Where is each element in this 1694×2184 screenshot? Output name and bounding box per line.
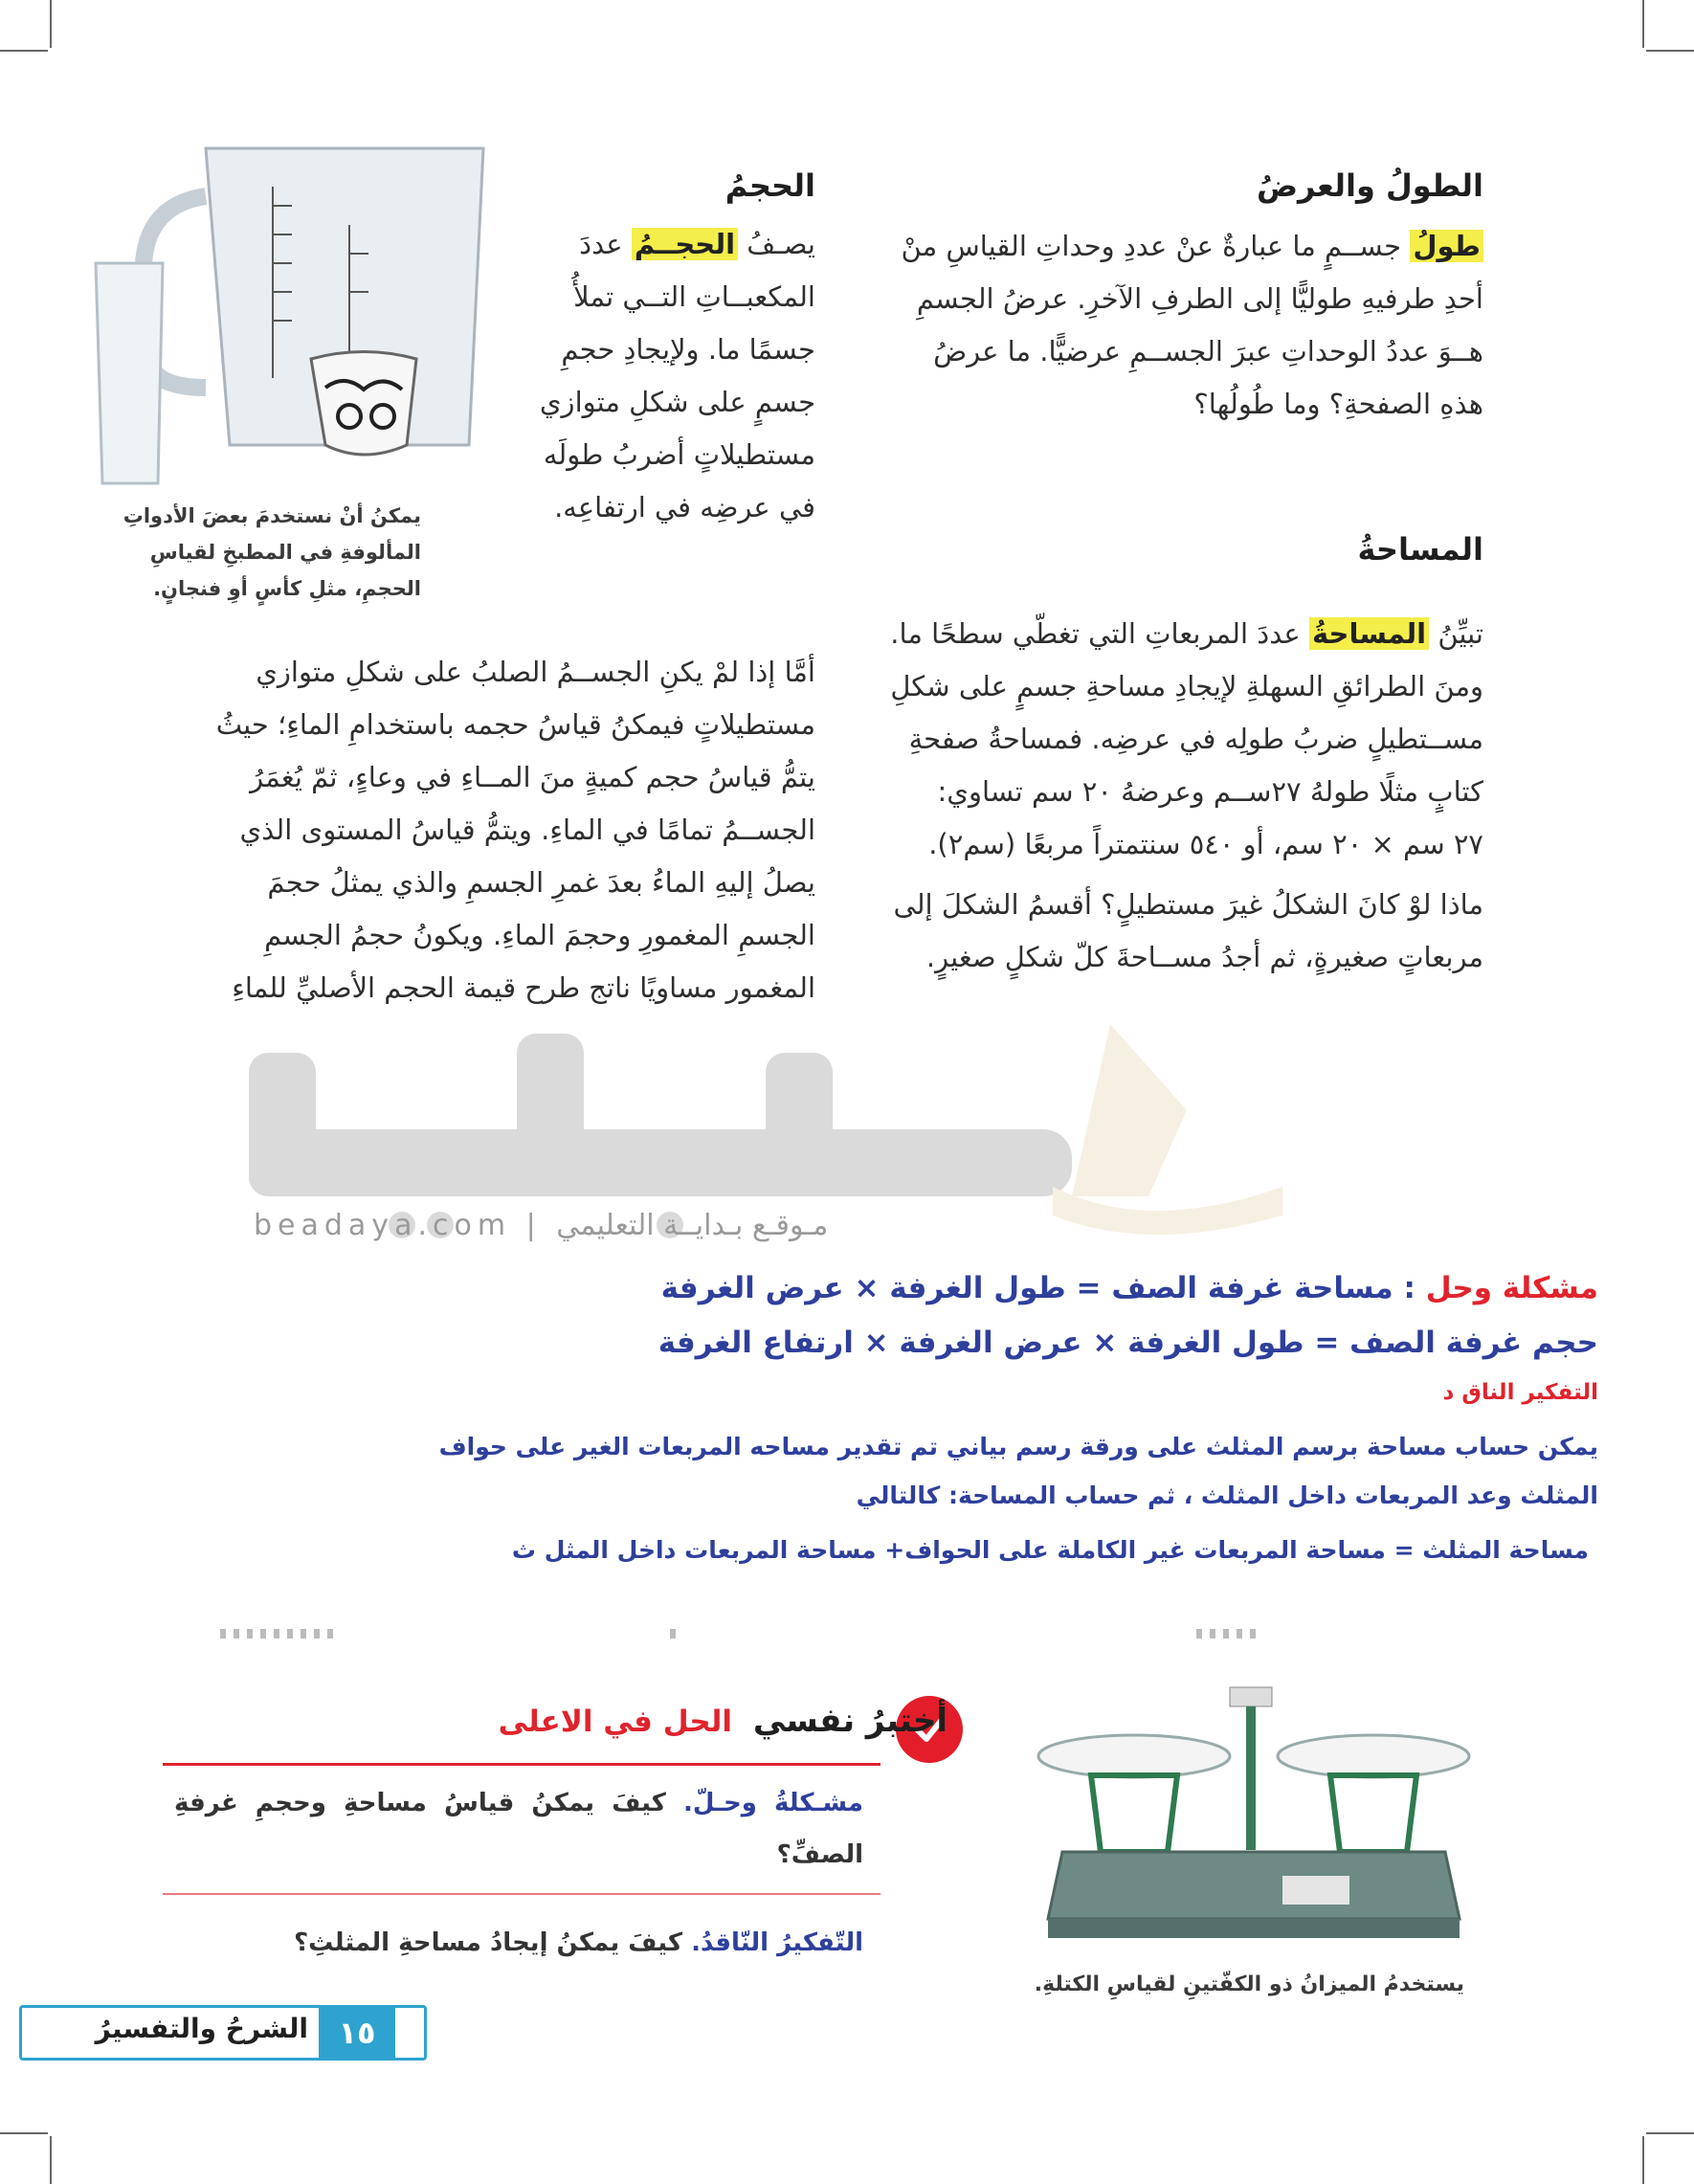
balance-scale-image	[1034, 1680, 1474, 1952]
crop-mark	[50, 2136, 52, 2184]
question-1-lead: مشـكلةُ وحـلّ.	[683, 1789, 863, 1817]
section-title-length-width: الطولُ والعرضُ	[1256, 167, 1483, 204]
critical-thinking-line-3: مساحة المثلث = مساحة المربعات غير الكاملة على الحواف+ مساحة المربعات داخل المثل ث	[511, 1536, 1589, 1564]
area-line-5: ٢٧ سم × ٢٠ سم، أو ٥٤٠ سنتمتراً مربعًا (سم٢).	[928, 828, 1483, 860]
area-line-6: ماذا لوْ كانَ الشكلُ غيرَ مستطيلٍ؟ أقسمُ الشكلَ إلى	[893, 888, 1483, 921]
solution-line-1	[661, 1271, 1598, 1305]
crop-mark	[1646, 50, 1694, 52]
kitchen-caption-line-1: يمكنُ أنْ نستخدمَ بعضَ الأدواتِ	[123, 504, 421, 527]
page-number: ١٥	[319, 2005, 395, 2061]
volume-more-7: المغمور مساويًا ناتج طرح قيمة الحجم الأصليِّ للماءِ	[232, 971, 815, 1004]
footer-title: الشرحُ والتفسيرُ	[95, 2013, 308, 2044]
volume-more-6: الجسمِ المغمورِ وحجمَ الماءِ. ويكونُ حجمُ الجسمِ	[264, 919, 815, 951]
watermark-site: beadaya.com | مـوقـع بـدايــة التعليمي	[254, 1209, 829, 1242]
kitchen-caption	[105, 498, 421, 607]
crop-mark	[1642, 2136, 1644, 2184]
highlight-length: طولُ	[1410, 230, 1483, 262]
kitchen-caption-line-2: المألوفةِ في المطبخِ لقياسِ	[149, 541, 421, 564]
length-line-1-rest: جســمٍ ما عبارةٌ عنْ عددِ وحداتِ القياسِ منْ	[901, 230, 1402, 262]
divider	[163, 1763, 880, 1766]
text-residue	[670, 1629, 680, 1638]
crop-mark	[0, 2132, 48, 2134]
critical-thinking-title: التفكير الناق د	[1442, 1380, 1598, 1405]
area-line-3: مســتطيلٍ ضربُ طولِه في عرضِه. فمساحةُ صفحةِ	[908, 723, 1483, 755]
crop-mark	[1646, 2132, 1694, 2134]
volume-line-3: جسمًا ما. ولإيجادِ حجمِ	[561, 333, 815, 366]
watermark-logo	[230, 995, 1321, 1244]
volume-more-1: أمَّا إذا لمْ يكنِ الجســمُ الصلبُ على شكلِ متوازي	[256, 656, 815, 688]
question-2	[174, 1917, 863, 1969]
solution-volume-formula: حجم غرفة الصف = طول الغرفة × عرض الغرفة × ارتفاع الغرفة	[658, 1326, 1598, 1360]
highlight-area: المساحةُ	[1309, 617, 1429, 650]
question-1	[174, 1777, 863, 1881]
highlight-volume: الحجــمُ	[632, 228, 738, 260]
question-1-text: كيفَ يمكنُ قياسُ مساحةِ وحجمِ غرفةِ الصفِّ؟	[174, 1789, 863, 1869]
question-2-lead: التّفكيرُ النّاقدُ.	[691, 1928, 863, 1957]
volume-line-2: المكعبــاتِ التــي تملأُ	[573, 280, 815, 313]
crop-mark	[1642, 0, 1644, 48]
divider	[163, 1893, 880, 1895]
volume-continued-paragraph	[165, 646, 815, 1014]
question-2-text: كيفَ يمكنُ إيجادُ مساحةِ المثلثِ؟	[294, 1928, 682, 1957]
solution-label: مشكلة وحل	[1425, 1271, 1598, 1305]
volume-more-2: مستطيلاتٍ فيمكنُ قياسُ حجمه باستخدامِ الماءِ؛ حيثُ	[215, 708, 815, 741]
area-paragraph: تبيِّنُ المساحةُ عددَ المربعاتِ التي تغطّي سطحًا ما. ومنَ الطرائقِ السهلةِ لإيجادِ مساحةِ جسمٍ على شكلِ مســتطيلٍ ضربُ طولِه في عرضِه. فمساحةُ صفحةِ كتابٍ مثلًا طولهُ ٢٧ســم وعرضهُ ٢٠ سم تساوي: ٢٧ سم × ٢٠ سم، أو ٥٤٠ سنتمتراً مربعًا (سم٢). ماذا لوْ كانَ الشكلُ غيرَ مستطيلٍ؟ أقسمُ الشكلَ إلى مربعاتٍ صغيرةٍ، ثم أجدُ مســاحةَ كلّ شكلٍ صغيرٍ.	[833, 608, 1483, 984]
self-test-label: أختبرُ نفسي	[752, 1702, 947, 1740]
solution-area-formula: : مساحة غرفة الصف = طول الغرفة × عرض الغرفة	[660, 1271, 1415, 1305]
area-line-4: كتابٍ مثلًا طولهُ ٢٧ســم وعرضهُ ٢٠ سم تساوي:	[937, 775, 1483, 808]
kitchen-tools-image	[91, 129, 493, 493]
answer-note: الحل في الاعلى	[498, 1705, 733, 1739]
section-title-area: المساحةُ	[1357, 531, 1483, 568]
length-line-2: أحدِ طرفيهِ طوليًّا إلى الطرفِ الآخرِ. عرضُ الجسمِ	[916, 282, 1483, 315]
length-line-3: هــوَ عددُ الوحداتِ عبرَ الجســمِ عرضيًّا. ما عرضُ	[933, 335, 1483, 368]
length-width-paragraph	[833, 220, 1483, 431]
length-line-4: هذهِ الصفحةِ؟ وما طُولُها؟	[1193, 388, 1483, 420]
volume-line-6: في عرضِه في ارتفاعِه.	[554, 491, 815, 524]
area-line-2: ومنَ الطرائقِ السهلةِ لإيجادِ مساحةِ جسمٍ على شكلِ	[890, 670, 1483, 702]
balance-caption: يستخدمُ الميزانُ ذو الكفّتينِ لقياسِ الكتلةِ.	[1034, 1972, 1464, 1996]
volume-paragraph: يصـفُ الحجــمُ عددَ المكعبــاتِ التــي تملأُ جسمًا ما. ولإيجادِ حجمِ جسمٍ على شكلِ متوازي مستطيلاتٍ أضربُ طولَه في عرضِه في ارتفاعِه.	[500, 218, 815, 534]
critical-thinking-line-2: المثلث وعد المربعات داخل المثلث ، ثم حساب المساحة: كالتالي	[856, 1482, 1598, 1509]
kitchen-caption-line-3: الحجمِ، مثلِ كأسٍ أوِ فنجانٍ.	[153, 577, 421, 600]
crop-mark	[50, 0, 52, 48]
volume-more-5: يصلُ إليهِ الماءُ بعدَ غمرِ الجسمِ والذي يمثلُ حجمَ	[267, 866, 815, 899]
text-residue	[220, 1629, 335, 1638]
area-line-7: مربعاتٍ صغيرةٍ، ثم أجدُ مســاحةَ كلّ شكلٍ صغيرٍ.	[925, 941, 1483, 973]
volume-line-5: مستطيلاتٍ أضربُ طولَه	[543, 438, 815, 471]
volume-line-4: جسمٍ على شكلِ متوازي	[539, 386, 815, 418]
text-residue	[1196, 1629, 1263, 1638]
crop-mark	[0, 50, 48, 52]
section-title-volume: الحجمُ	[724, 167, 815, 204]
critical-thinking-line-1: يمكن حساب مساحة برسم المثلث على ورقة رسم بياني تم تقدير مساحه المربعات الغير على حواف	[438, 1433, 1598, 1460]
volume-more-3: يتمُّ قياسُ حجم كميةٍ منَ المــاءِ في وعاءٍ، ثمّ يُغمَرُ	[250, 761, 815, 793]
volume-more-4: الجســمُ تمامًا في الماءِ. ويتمُّ قياسُ المستوى الذي	[239, 813, 815, 846]
self-test-title	[499, 1702, 947, 1740]
